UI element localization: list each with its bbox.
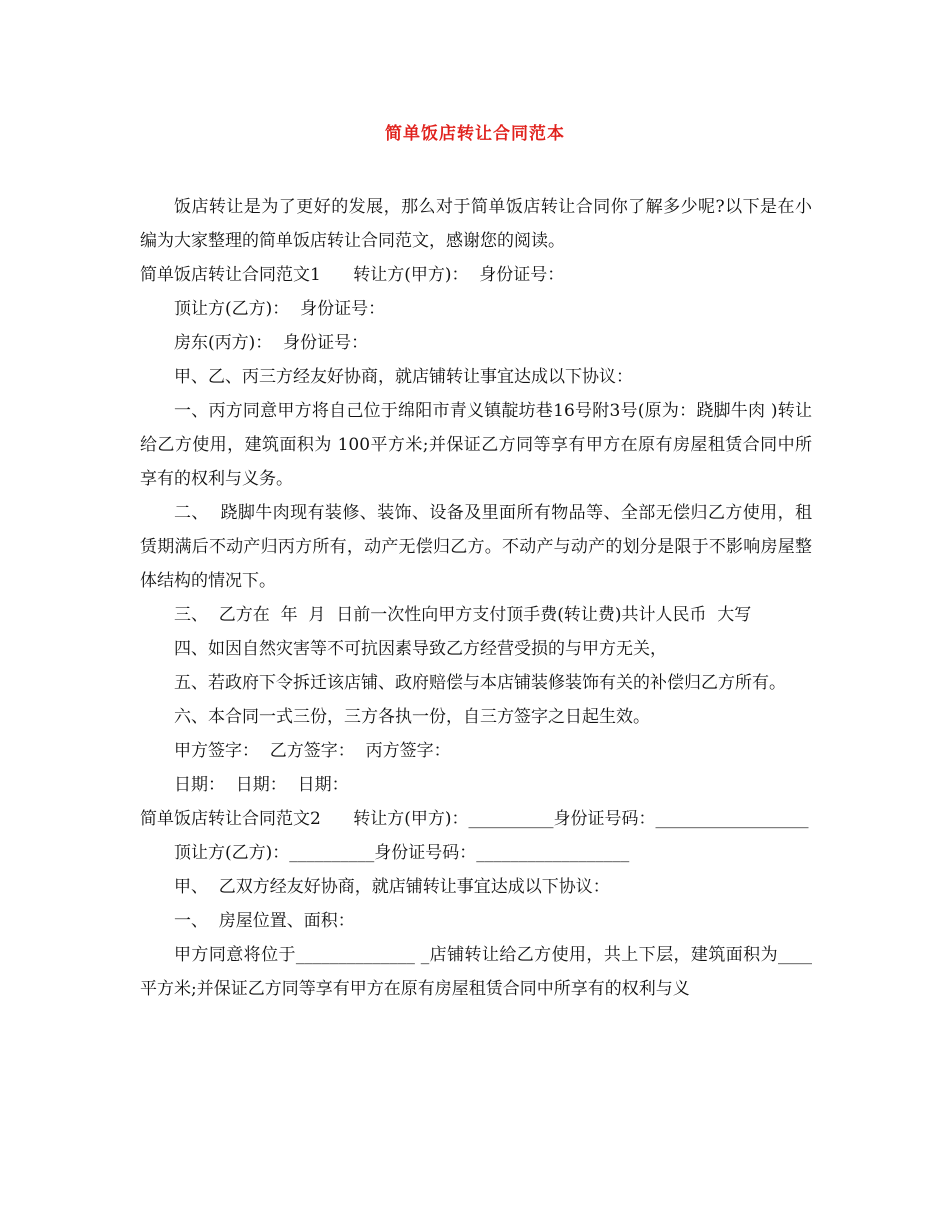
paragraph: 甲方同意将位于______________ _店铺转让给乙方使用，共上下层，建筑面积为____平方米;并保证乙方同等享有甲方在原有房屋租赁合同中所享有的权利与义 [140, 945, 812, 999]
paragraph: 二、 跷脚牛肉现有装修、装饰、设备及里面所有物品等、全部无偿归乙方使用，租赁期满后不动产归丙方所有，动产无偿归乙方。不动产与动产的划分是限于不影响房屋整体结构的情况下。 [140, 503, 812, 591]
paragraph: 饭店转让是为了更好的发展，那么对于简单饭店转让合同你了解多少呢?以下是在小编为大家整理的简单饭店转让合同范文，感谢您的阅读。 [140, 197, 812, 251]
paragraph: 一、丙方同意甲方将自己位于绵阳市青义镇靛坊巷16号附3号(原为：跷脚牛肉 )转让给乙方使用，建筑面积为 100平方米;并保证乙方同等享有甲方在原有房屋租赁合同中所享有的权利与义务。 [140, 401, 812, 489]
document-title: 简单饭店转让合同范本 [385, 124, 565, 144]
paragraph: 一、 房屋位置、面积： [174, 911, 355, 931]
document-body [140, 190, 812, 1006]
paragraph: 甲、乙、丙三方经友好协商，就店铺转让事宜达成以下协议： [174, 367, 633, 387]
paragraph: 甲方签字： 乙方签字： 丙方签字： [174, 741, 451, 761]
paragraph: 甲、 乙双方经友好协商，就店铺转让事宜达成以下协议： [174, 877, 610, 897]
paragraph: 简单饭店转让合同范文2 转让方(甲方)：__________身份证号码：__________________ [140, 809, 809, 829]
paragraph: 日期： 日期： 日期： [174, 775, 349, 795]
paragraph: 五、若政府下令拆迁该店铺、政府赔偿与本店铺装修装饰有关的补偿归乙方所有。 [174, 673, 786, 693]
paragraph: 顶让方(乙方)：__________身份证号码：__________________ [174, 843, 630, 863]
paragraph: 简单饭店转让合同范文1 转让方(甲方)： 身份证号： [140, 265, 565, 285]
paragraph: 三、 乙方在 年 月 日前一次性向甲方支付顶手费(转让费)共计人民币 大写 [174, 605, 752, 625]
paragraph: 六、本合同一式三份，三方各执一份，自三方签字之日起生效。 [174, 707, 650, 727]
paragraph: 房东(丙方)： 身份证号： [174, 333, 369, 353]
paragraph: 顶让方(乙方)： 身份证号： [174, 299, 386, 319]
paragraph: 四、如因自然灾害等不可抗因素导致乙方经营受损的与甲方无关， [174, 639, 667, 659]
